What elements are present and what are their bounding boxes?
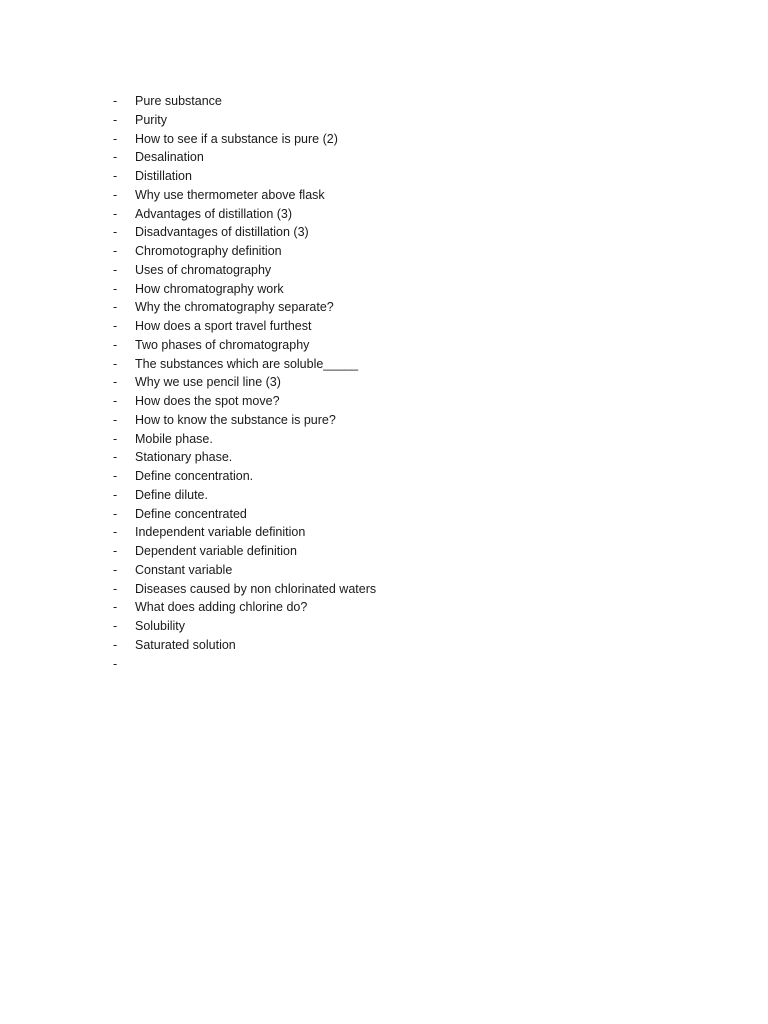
list-item-text: How does a sport travel furthest	[135, 319, 312, 333]
list-item	[110, 92, 376, 111]
dash-bullet: -	[113, 450, 118, 465]
list-item	[110, 430, 376, 449]
list-item	[110, 167, 376, 186]
list-item-text: Uses of chromatography	[135, 262, 272, 277]
dash-bullet: -	[113, 300, 118, 315]
dash-bullet: -	[113, 319, 118, 333]
list-item-text: Purity	[135, 112, 167, 127]
dash-bullet: -	[113, 544, 118, 558]
dash-bullet: -	[113, 131, 118, 146]
dash-bullet: -	[113, 356, 118, 371]
list-item	[110, 148, 376, 167]
list-item-text: Solubility	[135, 619, 186, 633]
dash-bullet: -	[113, 431, 118, 446]
list-item-text: Distillation	[135, 169, 192, 183]
list-item	[110, 523, 376, 542]
dash-bullet: -	[113, 150, 118, 165]
list-item-text: Define concentrated	[135, 506, 247, 521]
dash-bullet: -	[113, 206, 118, 221]
list-item	[110, 280, 376, 299]
list-item-text: Dependent variable definition	[135, 544, 297, 558]
list-item	[110, 392, 376, 411]
list-item	[110, 505, 376, 524]
list-item-text: Pure substance	[135, 94, 222, 108]
dash-bullet: -	[113, 412, 118, 427]
dash-bullet: -	[113, 619, 118, 633]
list-item-text: Advantages of distillation (3)	[135, 206, 293, 221]
dash-bullet: -	[113, 525, 118, 540]
list-item-text: Independent variable definition	[135, 525, 306, 540]
list-item-text: Chromotography definition	[135, 244, 282, 258]
list-item	[110, 223, 376, 242]
dash-bullet: -	[113, 562, 118, 577]
list-item-text: Define concentration.	[135, 469, 254, 483]
list-item-text: The substances which are soluble_____	[135, 356, 359, 371]
dash-bullet: -	[113, 581, 118, 596]
dash-bullet: -	[113, 637, 118, 652]
list-item	[110, 317, 376, 336]
dash-bullet: -	[113, 187, 118, 202]
list-item-text: How to see if a substance is pure (2)	[135, 131, 338, 146]
list-item-text: How to know the substance is pure?	[135, 412, 336, 427]
list-item	[110, 448, 376, 467]
list-item	[110, 336, 376, 355]
list-item-text: Why the chromatography separate?	[135, 300, 334, 315]
list-item	[110, 580, 376, 599]
dash-bullet: -	[113, 244, 118, 258]
dash-bullet: -	[113, 656, 118, 671]
list-item-text: Stationary phase.	[135, 450, 233, 465]
dash-bullet: -	[113, 281, 118, 296]
list-item	[110, 467, 376, 486]
list-item	[110, 261, 376, 280]
list-item	[110, 617, 376, 636]
list-item	[110, 355, 376, 374]
list-item	[110, 373, 376, 392]
list-item-text: How does the spot move?	[135, 394, 280, 408]
dash-bullet: -	[113, 262, 118, 277]
list-item	[110, 298, 376, 317]
list-item-text: Desalination	[135, 150, 204, 165]
list-item-text: Mobile phase.	[135, 431, 213, 446]
list-item	[110, 130, 376, 149]
list-item-text: Diseases caused by non chlorinated waters	[135, 581, 377, 596]
bullet-list	[110, 92, 376, 673]
list-item	[110, 186, 376, 205]
dash-bullet: -	[113, 600, 118, 615]
list-item	[110, 636, 376, 655]
list-item	[110, 242, 376, 261]
dash-bullet: -	[113, 337, 118, 352]
dash-bullet: -	[113, 225, 118, 240]
list-item	[110, 561, 376, 580]
list-item	[110, 598, 376, 617]
list-item	[110, 486, 376, 505]
list-item-text: How chromatography work	[135, 281, 284, 296]
list-item	[110, 655, 376, 674]
dash-bullet: -	[113, 394, 118, 408]
list-item	[110, 205, 376, 224]
list-item	[110, 111, 376, 130]
list-item-text: Define dilute.	[135, 487, 208, 502]
dash-bullet: -	[113, 169, 118, 183]
dash-bullet: -	[113, 375, 118, 390]
list-item-text: Disadvantages of distillation (3)	[135, 225, 309, 240]
list-item-text: Constant variable	[135, 562, 233, 577]
dash-bullet: -	[113, 94, 118, 108]
list-item-text: Two phases of chromatography	[135, 337, 310, 352]
dash-bullet: -	[113, 469, 118, 483]
list-item-text: Saturated solution	[135, 637, 236, 652]
dash-bullet: -	[113, 112, 118, 127]
dash-bullet: -	[113, 506, 118, 521]
list-item	[110, 542, 376, 561]
list-item-text: What does adding chlorine do?	[135, 600, 308, 615]
dash-bullet: -	[113, 487, 118, 502]
list-item-text: Why we use pencil line (3)	[135, 375, 281, 390]
list-item-text: Why use thermometer above flask	[135, 187, 325, 202]
list-item	[110, 411, 376, 430]
